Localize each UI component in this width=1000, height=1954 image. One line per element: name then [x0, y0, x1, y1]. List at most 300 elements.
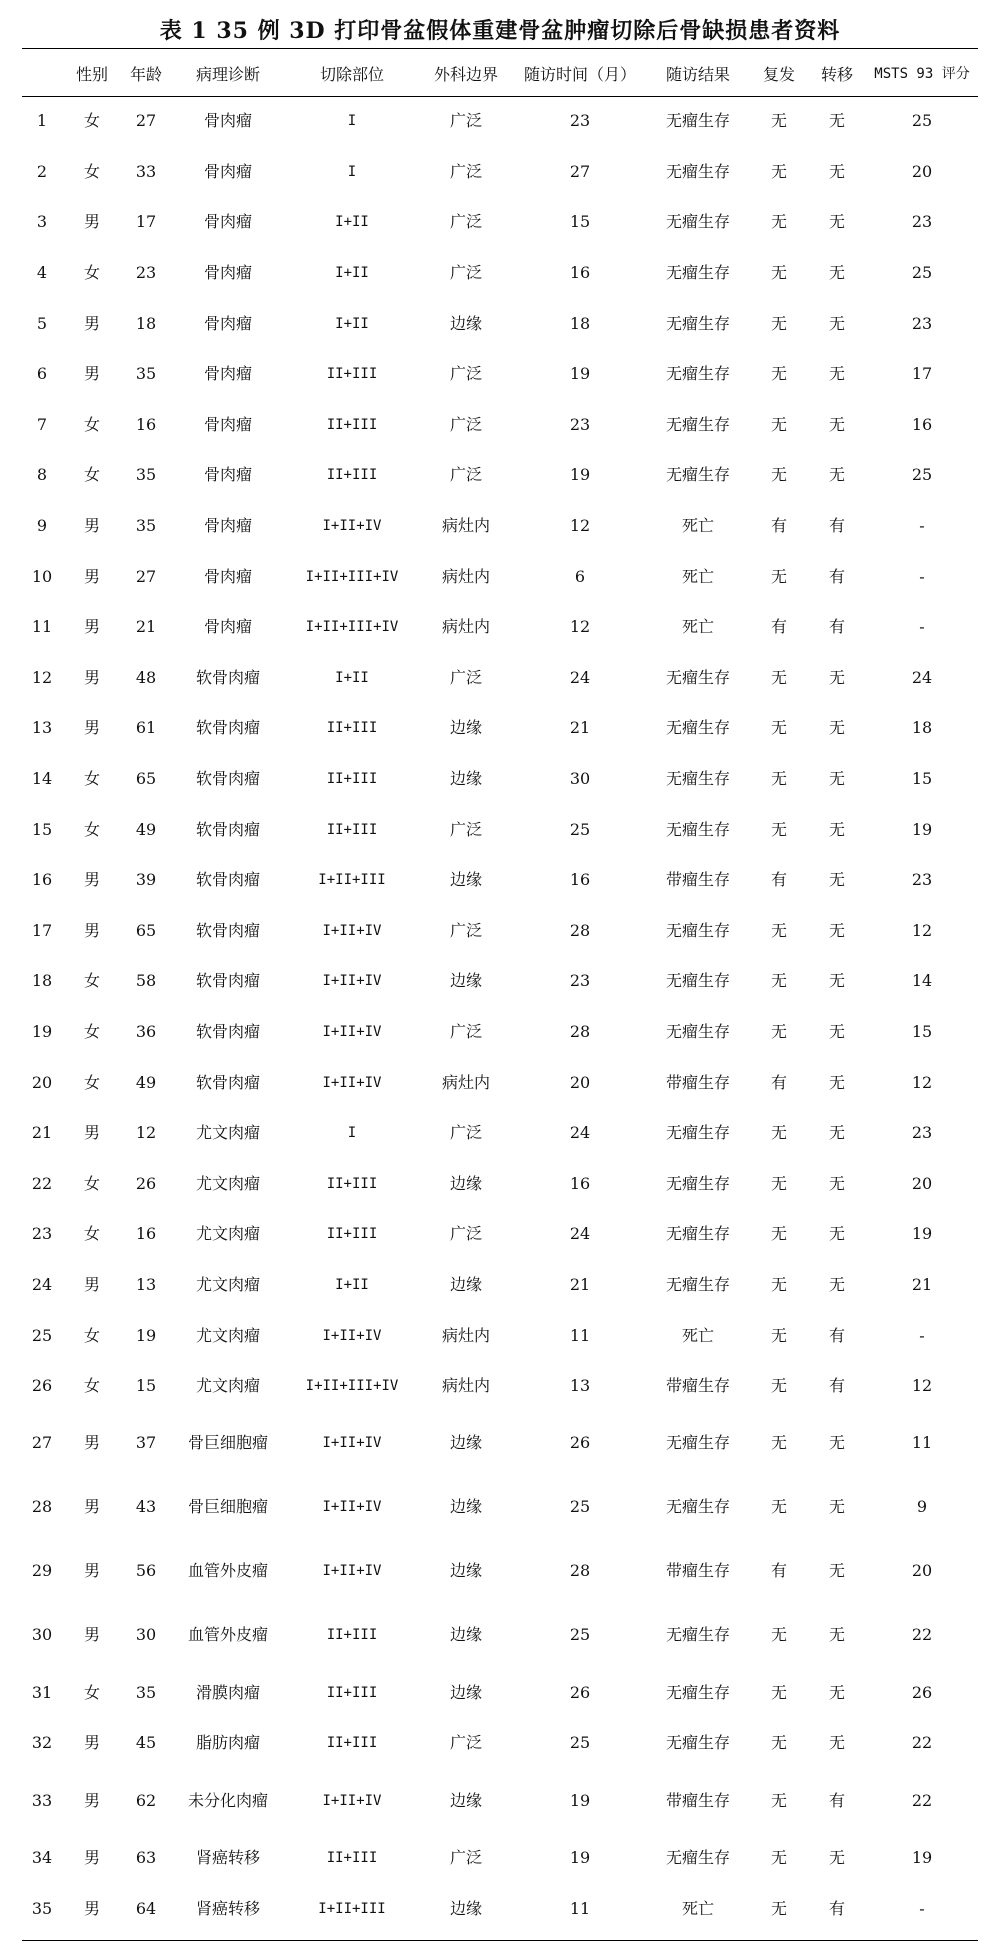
row-index: 26: [31, 1376, 53, 1396]
resection-site-cell: II+III: [326, 771, 378, 788]
sex-cell: 男: [83, 516, 100, 536]
age-cell: 12: [135, 1123, 157, 1143]
sex-cell: 女: [83, 1072, 100, 1092]
recurrence-cell: 无: [770, 111, 787, 131]
recurrence-cell: 无: [770, 364, 787, 384]
diagnosis-cell: 骨肉瘤: [203, 465, 252, 485]
followup-result-cell: 无瘤生存: [665, 161, 730, 181]
msts-score-cell: 23: [911, 212, 933, 232]
diagnosis-cell: 脂肪肉瘤: [195, 1733, 260, 1753]
row-index: 23: [31, 1224, 53, 1244]
age-cell: 35: [135, 364, 157, 384]
sex-cell: 女: [83, 1376, 100, 1396]
row-index: 13: [31, 718, 53, 738]
followup-time-cell: 23: [569, 111, 591, 131]
surgical-margin-cell: 边缘: [449, 313, 482, 333]
table-row: [22, 602, 978, 653]
metastasis-cell: 无: [828, 971, 845, 991]
surgical-margin-cell: 边缘: [449, 1790, 482, 1810]
metastasis-cell: 无: [828, 1847, 845, 1867]
metastasis-cell: 无: [828, 1224, 845, 1244]
recurrence-cell: 无: [770, 1682, 787, 1702]
msts-score-cell: 22: [911, 1790, 933, 1810]
msts-score-cell: 12: [911, 920, 933, 940]
followup-time-cell: 26: [569, 1682, 591, 1702]
recurrence-cell: 有: [770, 617, 787, 637]
table-row: [22, 298, 978, 349]
diagnosis-cell: 软骨肉瘤: [195, 870, 260, 890]
col-diagnosis-header: 病理诊断: [195, 64, 260, 84]
surgical-margin-cell: 边缘: [449, 1561, 482, 1581]
surgical-margin-cell: 病灶内: [441, 1072, 490, 1092]
diagnosis-cell: 尤文肉瘤: [195, 1224, 260, 1244]
resection-site-cell: I+II+IV: [322, 1023, 382, 1040]
metastasis-cell: 无: [828, 1433, 845, 1453]
recurrence-cell: 无: [770, 819, 787, 839]
recurrence-cell: 有: [770, 516, 787, 536]
sex-cell: 女: [83, 1173, 100, 1193]
table-row: [22, 1361, 978, 1412]
surgical-margin-cell: 广泛: [449, 364, 482, 384]
row-index: 32: [31, 1733, 53, 1753]
msts-score-cell: 20: [911, 1561, 933, 1581]
surgical-margin-cell: 边缘: [449, 971, 482, 991]
age-cell: 33: [135, 161, 157, 181]
surgical-margin-cell: 边缘: [449, 1274, 482, 1294]
followup-time-cell: 25: [569, 1733, 591, 1753]
followup-result-cell: 无瘤生存: [665, 718, 730, 738]
age-cell: 30: [135, 1625, 157, 1645]
followup-result-cell: 死亡: [681, 1898, 714, 1918]
followup-time-cell: 30: [569, 769, 591, 789]
followup-result-cell: 带瘤生存: [665, 1561, 730, 1581]
table-row: [22, 754, 978, 805]
followup-result-cell: 无瘤生存: [665, 1224, 730, 1244]
followup-result-cell: 无瘤生存: [665, 1433, 730, 1453]
recurrence-cell: 无: [770, 1733, 787, 1753]
surgical-margin-cell: 病灶内: [441, 516, 490, 536]
sex-cell: 女: [83, 971, 100, 991]
surgical-margin-cell: 广泛: [449, 414, 482, 434]
diagnosis-cell: 骨肉瘤: [203, 161, 252, 181]
recurrence-cell: 无: [770, 971, 787, 991]
followup-time-cell: 11: [569, 1898, 591, 1918]
resection-site-cell: I+II: [335, 265, 369, 282]
msts-score-cell: 26: [911, 1682, 933, 1702]
msts-score-cell: 21: [911, 1274, 933, 1294]
sex-cell: 男: [83, 1123, 100, 1143]
sex-cell: 男: [83, 1898, 100, 1918]
diagnosis-cell: 骨肉瘤: [203, 566, 252, 586]
table-row: [22, 1310, 978, 1361]
metastasis-cell: 无: [828, 769, 845, 789]
msts-score-cell: 23: [911, 870, 933, 890]
msts-score-cell: -: [919, 566, 925, 586]
row-index: 9: [36, 516, 48, 536]
recurrence-cell: 无: [770, 769, 787, 789]
recurrence-cell: 无: [770, 1625, 787, 1645]
sex-cell: 男: [83, 212, 100, 232]
followup-result-cell: 无瘤生存: [665, 667, 730, 687]
top-rule: [22, 48, 978, 49]
row-index: 22: [31, 1173, 53, 1193]
resection-site-cell: II+III: [326, 821, 378, 838]
diagnosis-cell: 血管外皮瘤: [187, 1625, 268, 1645]
recurrence-cell: 无: [770, 1376, 787, 1396]
diagnosis-cell: 骨肉瘤: [203, 364, 252, 384]
col-surgical-margin-header: 外科边界: [433, 64, 498, 84]
sex-cell: 男: [83, 1733, 100, 1753]
resection-site-cell: I: [347, 163, 357, 180]
resection-site-cell: I+II+III: [318, 872, 386, 889]
metastasis-cell: 无: [828, 212, 845, 232]
surgical-margin-cell: 边缘: [449, 1497, 482, 1517]
metastasis-cell: 无: [828, 414, 845, 434]
resection-site-cell: II+III: [326, 416, 378, 433]
metastasis-cell: 无: [828, 667, 845, 687]
table-row: [22, 248, 978, 299]
diagnosis-cell: 骨肉瘤: [203, 212, 252, 232]
sex-cell: 男: [83, 364, 100, 384]
resection-site-cell: II+III: [326, 366, 378, 383]
row-index: 20: [31, 1072, 53, 1092]
recurrence-cell: 无: [770, 1274, 787, 1294]
metastasis-cell: 有: [828, 617, 845, 637]
diagnosis-cell: 肾癌转移: [195, 1847, 260, 1867]
resection-site-cell: I+II+III+IV: [305, 619, 399, 636]
row-index: 24: [31, 1274, 53, 1294]
followup-result-cell: 无瘤生存: [665, 465, 730, 485]
table-row: [22, 1209, 978, 1260]
metastasis-cell: 有: [828, 1790, 845, 1810]
followup-result-cell: 带瘤生存: [665, 1376, 730, 1396]
row-index: 5: [36, 313, 48, 333]
recurrence-cell: 无: [770, 1790, 787, 1810]
resection-site-cell: II+III: [326, 1735, 378, 1752]
followup-time-cell: 23: [569, 971, 591, 991]
recurrence-cell: 有: [770, 1072, 787, 1092]
msts-score-cell: 11: [911, 1433, 933, 1453]
followup-time-cell: 25: [569, 1625, 591, 1645]
followup-result-cell: 无瘤生存: [665, 111, 730, 131]
metastasis-cell: 无: [828, 161, 845, 181]
followup-time-cell: 27: [569, 161, 591, 181]
surgical-margin-cell: 广泛: [449, 1021, 482, 1041]
row-index: 19: [31, 1021, 53, 1041]
resection-site-cell: I+II: [335, 669, 369, 686]
age-cell: 16: [135, 1224, 157, 1244]
surgical-margin-cell: 广泛: [449, 465, 482, 485]
table-row: [22, 450, 978, 501]
followup-time-cell: 19: [569, 465, 591, 485]
surgical-margin-cell: 广泛: [449, 920, 482, 940]
followup-result-cell: 无瘤生存: [665, 1497, 730, 1517]
sex-cell: 女: [83, 111, 100, 131]
resection-site-cell: I: [347, 1125, 357, 1142]
col-resection-site-header: 切除部位: [319, 64, 384, 84]
recurrence-cell: 无: [770, 161, 787, 181]
resection-site-cell: I+II+III+IV: [305, 1378, 399, 1395]
followup-time-cell: 28: [569, 1021, 591, 1041]
followup-time-cell: 28: [569, 1561, 591, 1581]
recurrence-cell: 无: [770, 920, 787, 940]
age-cell: 62: [135, 1790, 157, 1810]
row-index: 27: [31, 1433, 53, 1453]
row-index: 4: [36, 263, 48, 283]
age-cell: 61: [135, 718, 157, 738]
followup-result-cell: 无瘤生存: [665, 364, 730, 384]
followup-time-cell: 28: [569, 920, 591, 940]
msts-score-cell: -: [919, 516, 925, 536]
age-cell: 23: [135, 263, 157, 283]
sex-cell: 女: [83, 1682, 100, 1702]
diagnosis-cell: 滑膜肉瘤: [195, 1682, 260, 1702]
followup-time-cell: 15: [569, 212, 591, 232]
table-row: [22, 400, 978, 451]
age-cell: 39: [135, 870, 157, 890]
row-index: 31: [31, 1682, 53, 1702]
sex-cell: 男: [83, 718, 100, 738]
table-row: [22, 1057, 978, 1108]
recurrence-cell: 无: [770, 566, 787, 586]
followup-time-cell: 19: [569, 1790, 591, 1810]
recurrence-cell: 有: [770, 1561, 787, 1581]
diagnosis-cell: 软骨肉瘤: [195, 819, 260, 839]
metastasis-cell: 无: [828, 1123, 845, 1143]
table-title: 表 1 35 例 3D 打印骨盆假体重建骨盆肿瘤切除后骨缺损患者资料: [159, 18, 841, 44]
msts-score-cell: -: [919, 1325, 925, 1345]
col-age-header: 年龄: [129, 64, 162, 84]
metastasis-cell: 无: [828, 718, 845, 738]
surgical-margin-cell: 边缘: [449, 870, 482, 890]
age-cell: 56: [135, 1561, 157, 1581]
table-row: [22, 1260, 978, 1311]
diagnosis-cell: 肾癌转移: [195, 1898, 260, 1918]
followup-result-cell: 无瘤生存: [665, 313, 730, 333]
table-row: [22, 703, 978, 754]
diagnosis-cell: 软骨肉瘤: [195, 971, 260, 991]
followup-result-cell: 死亡: [681, 617, 714, 637]
followup-time-cell: 23: [569, 414, 591, 434]
sex-cell: 女: [83, 1021, 100, 1041]
table-row: [22, 1108, 978, 1159]
metastasis-cell: 无: [828, 1072, 845, 1092]
sex-cell: 男: [83, 1790, 100, 1810]
row-index: 11: [31, 617, 53, 637]
row-index: 18: [31, 971, 53, 991]
resection-site-cell: I+II+IV: [322, 973, 382, 990]
resection-site-cell: I+II+IV: [322, 1327, 382, 1344]
surgical-margin-cell: 广泛: [449, 161, 482, 181]
table-row: [22, 1007, 978, 1058]
followup-result-cell: 无瘤生存: [665, 920, 730, 940]
metastasis-cell: 无: [828, 1021, 845, 1041]
followup-time-cell: 25: [569, 1497, 591, 1517]
age-cell: 26: [135, 1173, 157, 1193]
diagnosis-cell: 骨巨细胞瘤: [187, 1433, 268, 1453]
diagnosis-cell: 骨肉瘤: [203, 617, 252, 637]
metastasis-cell: 有: [828, 566, 845, 586]
followup-result-cell: 无瘤生存: [665, 1733, 730, 1753]
sex-cell: 男: [83, 1274, 100, 1294]
followup-time-cell: 16: [569, 1173, 591, 1193]
recurrence-cell: 有: [770, 870, 787, 890]
msts-score-cell: -: [919, 617, 925, 637]
row-index: 21: [31, 1123, 53, 1143]
sex-cell: 女: [83, 414, 100, 434]
sex-cell: 男: [83, 667, 100, 687]
diagnosis-cell: 尤文肉瘤: [195, 1123, 260, 1143]
recurrence-cell: 无: [770, 263, 787, 283]
followup-time-cell: 24: [569, 667, 591, 687]
age-cell: 18: [135, 313, 157, 333]
surgical-margin-cell: 边缘: [449, 1173, 482, 1193]
row-index: 6: [36, 364, 48, 384]
diagnosis-cell: 尤文肉瘤: [195, 1173, 260, 1193]
metastasis-cell: 无: [828, 1625, 845, 1645]
msts-score-cell: 12: [911, 1072, 933, 1092]
surgical-margin-cell: 病灶内: [441, 617, 490, 637]
msts-score-cell: 23: [911, 1123, 933, 1143]
followup-result-cell: 死亡: [681, 516, 714, 536]
age-cell: 48: [135, 667, 157, 687]
sex-cell: 男: [83, 1497, 100, 1517]
bottom-rule: [22, 1940, 978, 1941]
followup-result-cell: 无瘤生存: [665, 1173, 730, 1193]
metastasis-cell: 无: [828, 111, 845, 131]
msts-score-cell: 25: [911, 263, 933, 283]
followup-time-cell: 24: [569, 1123, 591, 1143]
sex-cell: 女: [83, 819, 100, 839]
table-row: [22, 1158, 978, 1209]
age-cell: 27: [135, 111, 157, 131]
surgical-margin-cell: 病灶内: [441, 566, 490, 586]
metastasis-cell: 无: [828, 1173, 845, 1193]
row-index: 25: [31, 1325, 53, 1345]
age-cell: 27: [135, 566, 157, 586]
resection-site-cell: I+II+IV: [322, 1435, 382, 1452]
row-index: 3: [36, 212, 48, 232]
recurrence-cell: 无: [770, 1847, 787, 1867]
recurrence-cell: 无: [770, 667, 787, 687]
resection-site-cell: I+II: [335, 214, 369, 231]
followup-time-cell: 13: [569, 1376, 591, 1396]
surgical-margin-cell: 广泛: [449, 1847, 482, 1867]
metastasis-cell: 无: [828, 1682, 845, 1702]
sex-cell: 男: [83, 920, 100, 940]
metastasis-cell: 无: [828, 1733, 845, 1753]
age-cell: 65: [135, 769, 157, 789]
msts-score-cell: 19: [911, 819, 933, 839]
age-cell: 45: [135, 1733, 157, 1753]
resection-site-cell: I+II+IV: [322, 1792, 382, 1809]
sex-cell: 女: [83, 465, 100, 485]
followup-result-cell: 死亡: [681, 566, 714, 586]
resection-site-cell: I+II+IV: [322, 518, 382, 535]
diagnosis-cell: 尤文肉瘤: [195, 1325, 260, 1345]
metastasis-cell: 无: [828, 870, 845, 890]
followup-result-cell: 无瘤生存: [665, 263, 730, 283]
metastasis-cell: 无: [828, 364, 845, 384]
recurrence-cell: 无: [770, 1224, 787, 1244]
col-sex-header: 性别: [75, 64, 108, 84]
sex-cell: 男: [83, 1847, 100, 1867]
sex-cell: 男: [83, 313, 100, 333]
diagnosis-cell: 软骨肉瘤: [195, 667, 260, 687]
row-index: 16: [31, 870, 53, 890]
metastasis-cell: 无: [828, 465, 845, 485]
age-cell: 36: [135, 1021, 157, 1041]
table-row: [22, 653, 978, 704]
resection-site-cell: I: [347, 113, 357, 130]
resection-site-cell: II+III: [326, 720, 378, 737]
msts-score-cell: 15: [911, 769, 933, 789]
table-body: [22, 96, 978, 1934]
table-row: [22, 1718, 978, 1769]
row-index: 33: [31, 1790, 53, 1810]
table-row: [22, 1603, 978, 1667]
col-index-header: [22, 50, 62, 96]
table-row: [22, 1833, 978, 1884]
resection-site-cell: II+III: [326, 1627, 378, 1644]
col-metastasis-header: 转移: [820, 64, 853, 84]
msts-score-cell: 19: [911, 1224, 933, 1244]
table-row: [22, 956, 978, 1007]
metastasis-cell: 无: [828, 1561, 845, 1581]
recurrence-cell: 无: [770, 1898, 787, 1918]
row-index: 1: [36, 111, 48, 131]
surgical-margin-cell: 广泛: [449, 667, 482, 687]
followup-result-cell: 死亡: [681, 1325, 714, 1345]
metastasis-cell: 有: [828, 1898, 845, 1918]
followup-result-cell: 无瘤生存: [665, 769, 730, 789]
surgical-margin-cell: 广泛: [449, 819, 482, 839]
row-index: 2: [36, 161, 48, 181]
table-row: [22, 1475, 978, 1539]
metastasis-cell: 无: [828, 1274, 845, 1294]
followup-time-cell: 18: [569, 313, 591, 333]
table-header: [22, 50, 978, 96]
age-cell: 63: [135, 1847, 157, 1867]
age-cell: 35: [135, 1682, 157, 1702]
age-cell: 35: [135, 465, 157, 485]
table-row: [22, 197, 978, 248]
row-index: 17: [31, 920, 53, 940]
diagnosis-cell: 骨巨细胞瘤: [187, 1497, 268, 1517]
msts-score-cell: 23: [911, 313, 933, 333]
surgical-margin-cell: 边缘: [449, 1682, 482, 1702]
followup-time-cell: 16: [569, 870, 591, 890]
sex-cell: 男: [83, 1625, 100, 1645]
age-cell: 17: [135, 212, 157, 232]
msts-score-cell: 9: [916, 1497, 928, 1517]
patient-data-table: [22, 50, 978, 1934]
table-row: [22, 96, 978, 147]
followup-result-cell: 无瘤生存: [665, 1625, 730, 1645]
msts-score-cell: 17: [911, 364, 933, 384]
diagnosis-cell: 血管外皮瘤: [187, 1561, 268, 1581]
followup-time-cell: 25: [569, 819, 591, 839]
followup-result-cell: 带瘤生存: [665, 870, 730, 890]
sex-cell: 女: [83, 769, 100, 789]
surgical-margin-cell: 边缘: [449, 718, 482, 738]
metastasis-cell: 有: [828, 1325, 845, 1345]
header-row: [22, 50, 978, 96]
resection-site-cell: I+II: [335, 315, 369, 332]
surgical-margin-cell: 广泛: [449, 212, 482, 232]
followup-time-cell: 24: [569, 1224, 591, 1244]
row-index: 10: [31, 566, 53, 586]
